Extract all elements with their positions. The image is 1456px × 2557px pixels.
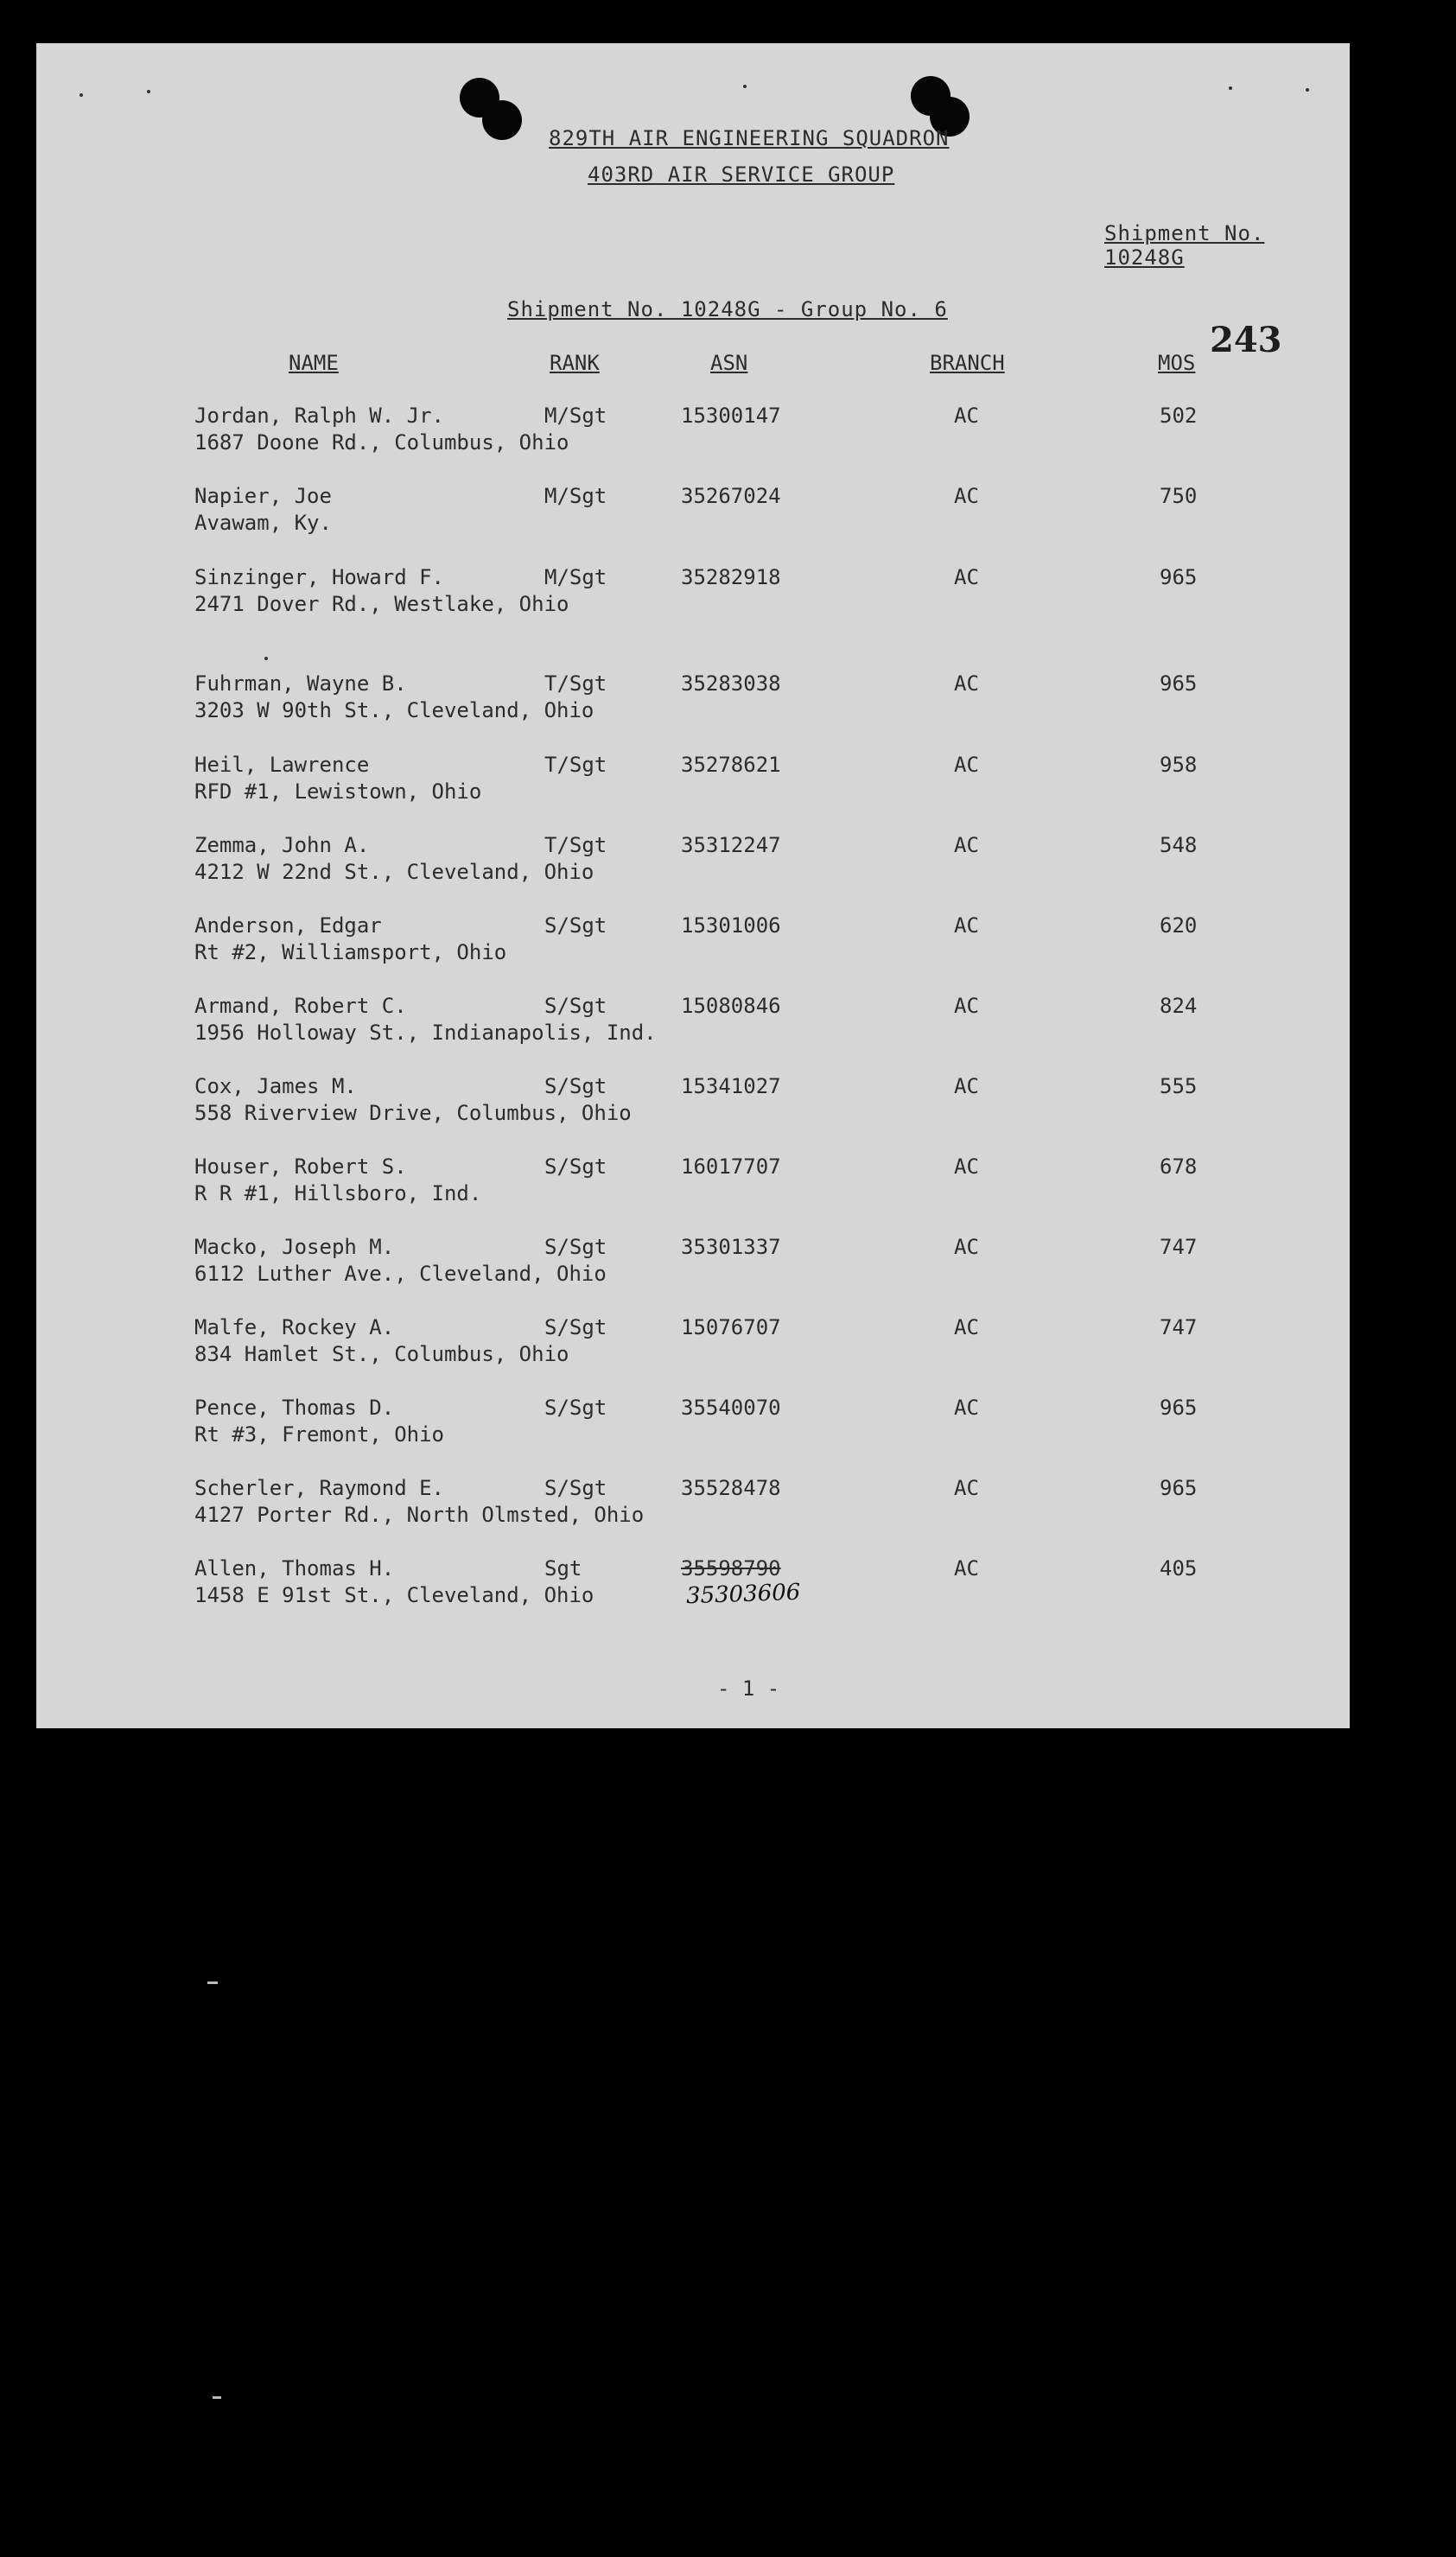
roster-mos: 747 bbox=[1160, 1315, 1198, 1339]
roster-address: 2471 Dover Rd., Westlake, Ohio bbox=[194, 592, 569, 616]
column-header-branch: BRANCH bbox=[930, 351, 1005, 375]
roster-branch: AC bbox=[954, 1396, 979, 1420]
roster-branch: AC bbox=[954, 833, 979, 857]
roster-mos: 750 bbox=[1160, 484, 1198, 508]
roster-address: 4212 W 22nd St., Cleveland, Ohio bbox=[194, 860, 594, 884]
roster-name: Zemma, John A. bbox=[194, 833, 370, 857]
scan-artifact bbox=[213, 2396, 221, 2399]
punch-hole-left-overlap bbox=[482, 100, 522, 140]
roster-mos: 620 bbox=[1160, 913, 1198, 938]
paper-speck bbox=[743, 85, 747, 88]
roster-address: 3203 W 90th St., Cleveland, Ohio bbox=[194, 698, 594, 722]
roster-rank: T/Sgt bbox=[544, 753, 607, 777]
roster-rank: T/Sgt bbox=[544, 833, 607, 857]
roster-asn: 35283038 bbox=[681, 671, 781, 696]
roster-mos: 548 bbox=[1160, 833, 1198, 857]
roster-rank: S/Sgt bbox=[544, 1074, 607, 1098]
roster-asn: 35540070 bbox=[681, 1396, 781, 1420]
roster-row bbox=[36, 832, 1350, 893]
roster-name: Fuhrman, Wayne B. bbox=[194, 671, 407, 696]
roster-branch: AC bbox=[954, 565, 979, 589]
shipment-group-heading: Shipment No. 10248G - Group No. 6 bbox=[507, 297, 948, 321]
roster-address: 1458 E 91st St., Cleveland, Ohio bbox=[194, 1583, 594, 1607]
roster-row bbox=[36, 752, 1350, 812]
roster-mos: 965 bbox=[1160, 565, 1198, 589]
roster-mos: 747 bbox=[1160, 1235, 1198, 1259]
roster-branch: AC bbox=[954, 1074, 979, 1098]
document-page bbox=[36, 43, 1350, 1728]
page-number-stamp: 243 bbox=[1210, 320, 1282, 360]
roster-row bbox=[36, 1395, 1350, 1455]
roster-row bbox=[36, 1314, 1350, 1375]
roster-row bbox=[36, 564, 1350, 625]
roster-name: Anderson, Edgar bbox=[194, 913, 382, 938]
roster-address: 834 Hamlet St., Columbus, Ohio bbox=[194, 1342, 569, 1366]
roster-address: RFD #1, Lewistown, Ohio bbox=[194, 779, 482, 804]
roster-name: Pence, Thomas D. bbox=[194, 1396, 395, 1420]
roster-address: Avawam, Ky. bbox=[194, 511, 332, 535]
footer-page-number: - 1 - bbox=[717, 1676, 780, 1701]
roster-mos: 678 bbox=[1160, 1154, 1198, 1179]
roster-branch: AC bbox=[954, 913, 979, 938]
roster-rank: S/Sgt bbox=[544, 1476, 607, 1500]
roster-name: Armand, Robert C. bbox=[194, 994, 407, 1018]
roster-mos: 965 bbox=[1160, 1396, 1198, 1420]
roster-address: R R #1, Hillsboro, Ind. bbox=[194, 1181, 482, 1205]
roster-name: Houser, Robert S. bbox=[194, 1154, 407, 1179]
roster-name: Napier, Joe bbox=[194, 484, 332, 508]
roster-rank: S/Sgt bbox=[544, 994, 607, 1018]
roster-address: 1687 Doone Rd., Columbus, Ohio bbox=[194, 430, 569, 455]
roster-row bbox=[36, 1154, 1350, 1214]
roster-address: 6112 Luther Ave., Cleveland, Ohio bbox=[194, 1262, 607, 1286]
roster-row bbox=[36, 993, 1350, 1053]
roster-asn: 35528478 bbox=[681, 1476, 781, 1500]
paper-speck bbox=[1306, 88, 1309, 92]
roster-name: Malfe, Rockey A. bbox=[194, 1315, 395, 1339]
roster-rank: T/Sgt bbox=[544, 671, 607, 696]
roster-name: Scherler, Raymond E. bbox=[194, 1476, 444, 1500]
roster-branch: AC bbox=[954, 484, 979, 508]
group-title: 403RD AIR SERVICE GROUP bbox=[588, 162, 895, 187]
roster-mos: 555 bbox=[1160, 1074, 1198, 1098]
roster-row bbox=[36, 403, 1350, 463]
roster-mos: 965 bbox=[1160, 671, 1198, 696]
roster-branch: AC bbox=[954, 1235, 979, 1259]
roster-rank: S/Sgt bbox=[544, 1396, 607, 1420]
roster-address: 558 Riverview Drive, Columbus, Ohio bbox=[194, 1101, 632, 1125]
roster-asn: 35267024 bbox=[681, 484, 781, 508]
roster-row bbox=[36, 483, 1350, 544]
column-header-rank: RANK bbox=[550, 351, 600, 375]
roster-mos: 405 bbox=[1160, 1556, 1198, 1581]
roster-row bbox=[36, 1234, 1350, 1294]
column-header-asn: ASN bbox=[710, 351, 748, 375]
roster-branch: AC bbox=[954, 1315, 979, 1339]
roster-mos: 965 bbox=[1160, 1476, 1198, 1500]
roster-asn: 35312247 bbox=[681, 833, 781, 857]
roster-rank: M/Sgt bbox=[544, 565, 607, 589]
roster-asn-struck: 35598790 bbox=[681, 1556, 781, 1581]
roster-rank: S/Sgt bbox=[544, 1154, 607, 1179]
roster-rank: S/Sgt bbox=[544, 913, 607, 938]
roster-asn: 35282918 bbox=[681, 565, 781, 589]
roster-name: Macko, Joseph M. bbox=[194, 1235, 395, 1259]
roster-row bbox=[36, 1073, 1350, 1134]
roster-asn: 35301337 bbox=[681, 1235, 781, 1259]
roster-asn: 16017707 bbox=[681, 1154, 781, 1179]
handwritten-asn-correction: 35303606 bbox=[685, 1579, 801, 1610]
scan-artifact bbox=[207, 1981, 218, 1984]
roster-branch: AC bbox=[954, 1476, 979, 1500]
roster-branch: AC bbox=[954, 994, 979, 1018]
roster-address: 1956 Holloway St., Indianapolis, Ind. bbox=[194, 1021, 657, 1045]
roster-row bbox=[36, 913, 1350, 973]
paper-speck bbox=[1229, 86, 1232, 90]
roster-branch: AC bbox=[954, 753, 979, 777]
roster-address: Rt #3, Fremont, Ohio bbox=[194, 1422, 444, 1447]
roster-rank: Sgt bbox=[544, 1556, 582, 1581]
roster-branch: AC bbox=[954, 671, 979, 696]
roster-row bbox=[36, 1475, 1350, 1536]
paper-speck bbox=[79, 93, 83, 97]
roster-rank: S/Sgt bbox=[544, 1235, 607, 1259]
paper-speck bbox=[147, 90, 150, 93]
roster-branch: AC bbox=[954, 1556, 979, 1581]
paper-speck bbox=[264, 657, 268, 660]
roster-rank: M/Sgt bbox=[544, 484, 607, 508]
roster-asn: 15341027 bbox=[681, 1074, 781, 1098]
shipment-number: 10248G bbox=[1104, 245, 1185, 270]
roster-rank: S/Sgt bbox=[544, 1315, 607, 1339]
roster-name: Allen, Thomas H. bbox=[194, 1556, 395, 1581]
shipment-label: Shipment No. bbox=[1104, 221, 1265, 245]
roster-asn: 15076707 bbox=[681, 1315, 781, 1339]
roster-mos: 824 bbox=[1160, 994, 1198, 1018]
roster-row bbox=[36, 1555, 1350, 1616]
roster-asn: 15301006 bbox=[681, 913, 781, 938]
roster-branch: AC bbox=[954, 404, 979, 428]
roster-address: 4127 Porter Rd., North Olmsted, Ohio bbox=[194, 1503, 645, 1527]
unit-title: 829TH AIR ENGINEERING SQUADRON bbox=[549, 126, 950, 150]
roster-rank: M/Sgt bbox=[544, 404, 607, 428]
roster-mos: 502 bbox=[1160, 404, 1198, 428]
roster-asn: 15080846 bbox=[681, 994, 781, 1018]
column-header-mos: MOS bbox=[1158, 351, 1196, 375]
roster-mos: 958 bbox=[1160, 753, 1198, 777]
roster-asn: 35278621 bbox=[681, 753, 781, 777]
roster-asn: 15300147 bbox=[681, 404, 781, 428]
roster-row bbox=[36, 671, 1350, 731]
roster-address: Rt #2, Williamsport, Ohio bbox=[194, 940, 507, 964]
column-header-name: NAME bbox=[289, 351, 339, 375]
roster-branch: AC bbox=[954, 1154, 979, 1179]
roster-name: Jordan, Ralph W. Jr. bbox=[194, 404, 444, 428]
roster-name: Sinzinger, Howard F. bbox=[194, 565, 444, 589]
roster-name: Cox, James M. bbox=[194, 1074, 357, 1098]
roster-name: Heil, Lawrence bbox=[194, 753, 370, 777]
